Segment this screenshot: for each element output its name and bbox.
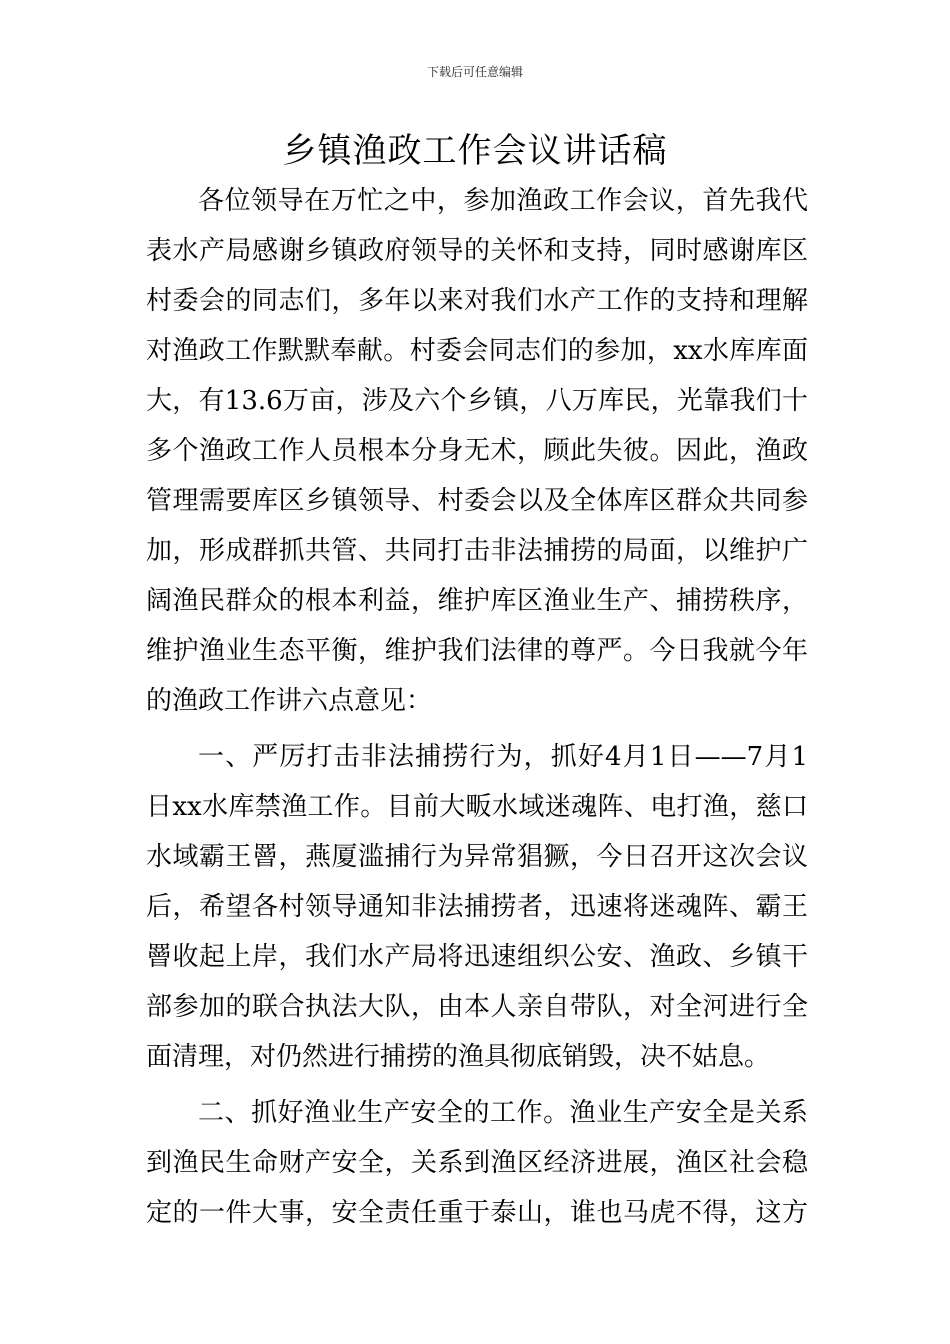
text-line: 阔渔民群众的根本利益，维护库区渔业生产、捕捞秩序， — [146, 586, 808, 616]
text-line: 一、严厉打击非法捕捞行为，抓好4月1日——7月1 — [198, 742, 808, 772]
text-line: 后，希望各村领导通知非法捕捞者，迅速将迷魂阵、霸王 — [146, 892, 808, 922]
text-line: 日xx水库禁渔工作。目前大畈水域迷魂阵、电打渔，慈口 — [146, 792, 808, 822]
text-line: 定的一件大事，安全责任重于泰山，谁也马虎不得，这方 — [146, 1198, 808, 1228]
text-line: 各位领导在万忙之中，参加渔政工作会议，首先我代 — [198, 186, 808, 216]
text-line: 管理需要库区乡镇领导、村委会以及全体库区群众共同参 — [146, 486, 808, 516]
paragraph-intro — [146, 176, 808, 726]
text-line: 表水产局感谢乡镇政府领导的关怀和支持，同时感谢库区 — [146, 236, 808, 266]
paragraph-point-one — [146, 732, 808, 1082]
text-line: 的渔政工作讲六点意见： — [146, 686, 433, 716]
text-line: 多个渔政工作人员根本分身无术，顾此失彼。因此，渔政 — [146, 436, 808, 466]
paragraph-point-two — [146, 1088, 808, 1238]
text-line: 对渔政工作默默奉献。村委会同志们的参加，xx水库库面 — [146, 336, 808, 366]
text-line: 维护渔业生态平衡，维护我们法律的尊严。今日我就今年 — [146, 636, 808, 666]
document-title: 乡镇渔政工作会议讲话稿 — [282, 131, 668, 171]
text-line: 二、抓好渔业生产安全的工作。渔业生产安全是关系 — [198, 1098, 808, 1128]
text-line: 罾收起上岸，我们水产局将迅速组织公安、渔政、乡镇干 — [146, 942, 808, 972]
text-line: 部参加的联合执法大队，由本人亲自带队，对全河进行全 — [146, 992, 808, 1022]
text-line: 大，有13.6万亩，涉及六个乡镇，八万库民，光靠我们十 — [146, 386, 808, 416]
document-body — [146, 176, 808, 1238]
header-note: 下载后可任意编辑 — [426, 65, 523, 79]
text-line: 水域霸王罾，燕厦滥捕行为异常猖獗，今日召开这次会议 — [146, 842, 808, 872]
text-line: 面清理，对仍然进行捕捞的渔具彻底销毁，决不姑息。 — [146, 1042, 771, 1072]
text-line: 到渔民生命财产安全，关系到渔区经济进展，渔区社会稳 — [146, 1148, 808, 1178]
text-line: 加，形成群抓共管、共同打击非法捕捞的局面，以维护广 — [146, 536, 808, 566]
text-line: 村委会的同志们，多年以来对我们水产工作的支持和理解 — [146, 286, 808, 316]
